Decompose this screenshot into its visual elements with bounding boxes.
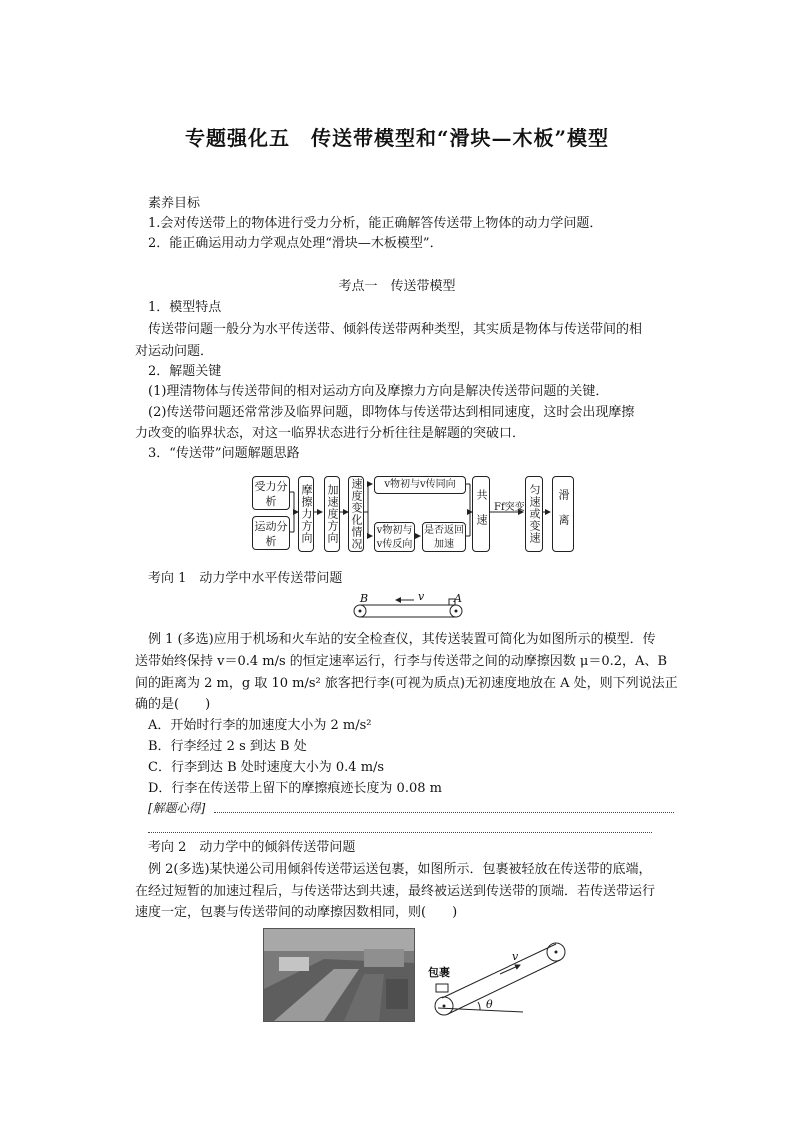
paragraph-line: 力改变的临界状态，对这一临界状态进行分析往往是解题的突破口． bbox=[135, 426, 526, 441]
objective-item-1: 1.会对传送带上的物体进行受力分析，能正确解答传送带上物体的动力学问题． bbox=[148, 216, 603, 231]
objectives-heading: 素养目标 bbox=[148, 196, 201, 211]
topic-1-heading: 考向 1 动力学中水平传送带问题 bbox=[148, 571, 343, 586]
acceleration-direction-box: 加速度方向 bbox=[324, 476, 340, 552]
notes-label: [解题心得] bbox=[148, 801, 206, 815]
key-heading: 2．解题关键 bbox=[148, 364, 222, 379]
objective-item-2: 2．能正确运用动力学观点处理“滑块—木板模型”． bbox=[148, 236, 443, 251]
section-title: 考点一 传送带模型 bbox=[338, 279, 456, 294]
label-theta: θ bbox=[486, 998, 493, 1011]
example-2-line: 在经过短暂的加速过程后，与传送带达到共速，最终被运送到传送带的顶端．若传送带运行 bbox=[135, 884, 656, 899]
example-1-line: 送带始终保持 v＝0.4 m/s 的恒定速率运行，行李与传送带之间的动摩擦因数 μ＝0.2，A、B bbox=[135, 654, 667, 669]
example-1-line: 例 1 (多选)应用于机场和火车站的安全检查仪，其传送装置可简化为如图所示的模型．传 bbox=[148, 632, 656, 647]
paragraph-line: (1)理清物体与传送带间的相对运动方向及摩擦力方向是解决传送带问题的关键． bbox=[148, 384, 609, 399]
opposite-direction-box: v物初与v传反向 bbox=[374, 522, 415, 552]
photo-illustration bbox=[264, 929, 414, 1021]
incline-diagram bbox=[428, 938, 578, 1020]
approach-heading: 3．“传送带”问题解题思路 bbox=[148, 446, 300, 461]
notes-line bbox=[214, 812, 674, 813]
label-v: v bbox=[418, 590, 425, 603]
paragraph-line: 传送带问题一般分为水平传送带、倾斜传送带两种类型，其实质是物体与传送带间的相 bbox=[148, 322, 643, 337]
option-c: C．行李到达 B 处时速度大小为 0.4 m/s bbox=[148, 760, 385, 775]
page-title: 专题强化五 传送带模型和“滑块—木板”模型 bbox=[184, 126, 609, 150]
speed-change-box: 速度变化情况 bbox=[350, 478, 363, 550]
label-v: v bbox=[512, 950, 519, 963]
common-speed-box: 共速 bbox=[472, 476, 490, 552]
horizontal-belt-figure bbox=[352, 590, 464, 622]
friction-change-label: Ff突变 bbox=[494, 502, 525, 513]
return-acceleration-box: 是否返回加速 bbox=[422, 522, 466, 552]
model-features-heading: 1．模型特点 bbox=[148, 300, 222, 315]
paragraph-line: (2)传送带问题还常常涉及临界问题，即物体与传送带达到相同速度，这时会出现摩擦 bbox=[148, 405, 635, 420]
same-direction-box: v物初与v传同向 bbox=[374, 476, 466, 494]
example-1-line: 确的是( ) bbox=[135, 697, 211, 712]
uniform-or-variable-box: 匀速或变速 bbox=[525, 476, 543, 552]
force-analysis-box: 受力分析 bbox=[252, 476, 290, 510]
option-a: A．开始时行李的加速度大小为 2 m/s² bbox=[148, 718, 372, 733]
friction-direction-box: 摩擦力方向 bbox=[298, 476, 314, 552]
slide-off-box: 滑离 bbox=[552, 476, 574, 552]
example-1-line: 间的距离为 2 m，g 取 10 m/s² 旅客把行李(可视为质点)无初速度地放在 A 处，则下列说法正 bbox=[135, 676, 678, 691]
option-b: B．行李经过 2 s 到达 B 处 bbox=[148, 739, 307, 754]
parcel-label: 包裹 bbox=[428, 966, 450, 979]
example-2-line: 例 2(多选)某快递公司用倾斜传送带运送包裹，如图所示．包裹被轻放在传送带的底端， bbox=[148, 862, 652, 877]
inclined-belt-figure bbox=[428, 938, 578, 1020]
label-a: A bbox=[454, 592, 462, 605]
conveyor-photo bbox=[263, 928, 415, 1022]
paragraph-line: 对运动问题． bbox=[135, 344, 214, 359]
flow-chart bbox=[250, 470, 580, 558]
option-d: D．行李在传送带上留下的摩擦痕迹长度为 0.08 m bbox=[148, 781, 442, 796]
example-2-line: 速度一定，包裹与传送带间的动摩擦因数相同，则( ) bbox=[135, 905, 458, 920]
motion-analysis-box: 运动分析 bbox=[252, 516, 290, 550]
label-b: B bbox=[360, 592, 369, 605]
notes-line bbox=[148, 832, 652, 833]
belt-diagram bbox=[352, 596, 464, 622]
topic-2-heading: 考向 2 动力学中的倾斜传送带问题 bbox=[148, 840, 356, 855]
